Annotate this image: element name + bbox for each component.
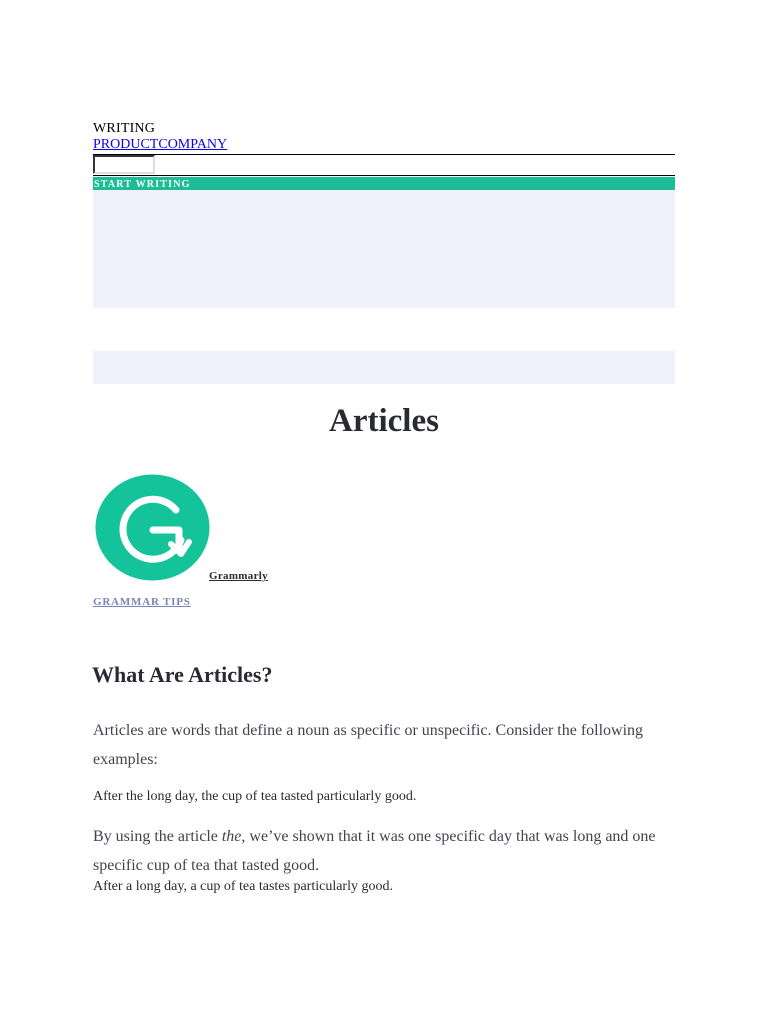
paragraph: Articles are words that define a noun as specific or unspecific. Consider the following examples: <box>93 722 644 768</box>
example-sentence: After the long day, the cup of tea tasted particularly good. <box>93 789 417 804</box>
start-writing-button[interactable]: START WRITING <box>93 177 675 190</box>
nav-link-company[interactable]: COMPANY <box>158 137 228 152</box>
ad-banner-secondary <box>93 351 675 384</box>
emphasized-word: the <box>221 828 242 845</box>
top-nav <box>93 137 227 153</box>
paragraph <box>93 822 675 880</box>
ad-banner <box>93 190 675 308</box>
page-title: Articles <box>329 403 439 439</box>
grammarly-logo-icon <box>95 474 210 581</box>
brand-label: WRITING <box>93 121 156 136</box>
author-link[interactable]: Grammarly <box>209 570 268 582</box>
section-heading: What Are Articles? <box>92 662 273 687</box>
example-sentence: After a long day, a cup of tea tastes particularly good. <box>93 879 393 894</box>
paragraph-text: By using the article <box>93 828 222 845</box>
nav-link-product[interactable]: PRODUCT <box>93 137 159 152</box>
divider <box>93 175 675 176</box>
category-link[interactable]: GRAMMAR TIPS <box>93 596 191 608</box>
search-input[interactable] <box>93 155 155 174</box>
divider <box>93 154 675 155</box>
paragraph-text: , we’ve shown that it was one specific day that was long and one specific cup of tea that tasted good. <box>93 828 656 874</box>
